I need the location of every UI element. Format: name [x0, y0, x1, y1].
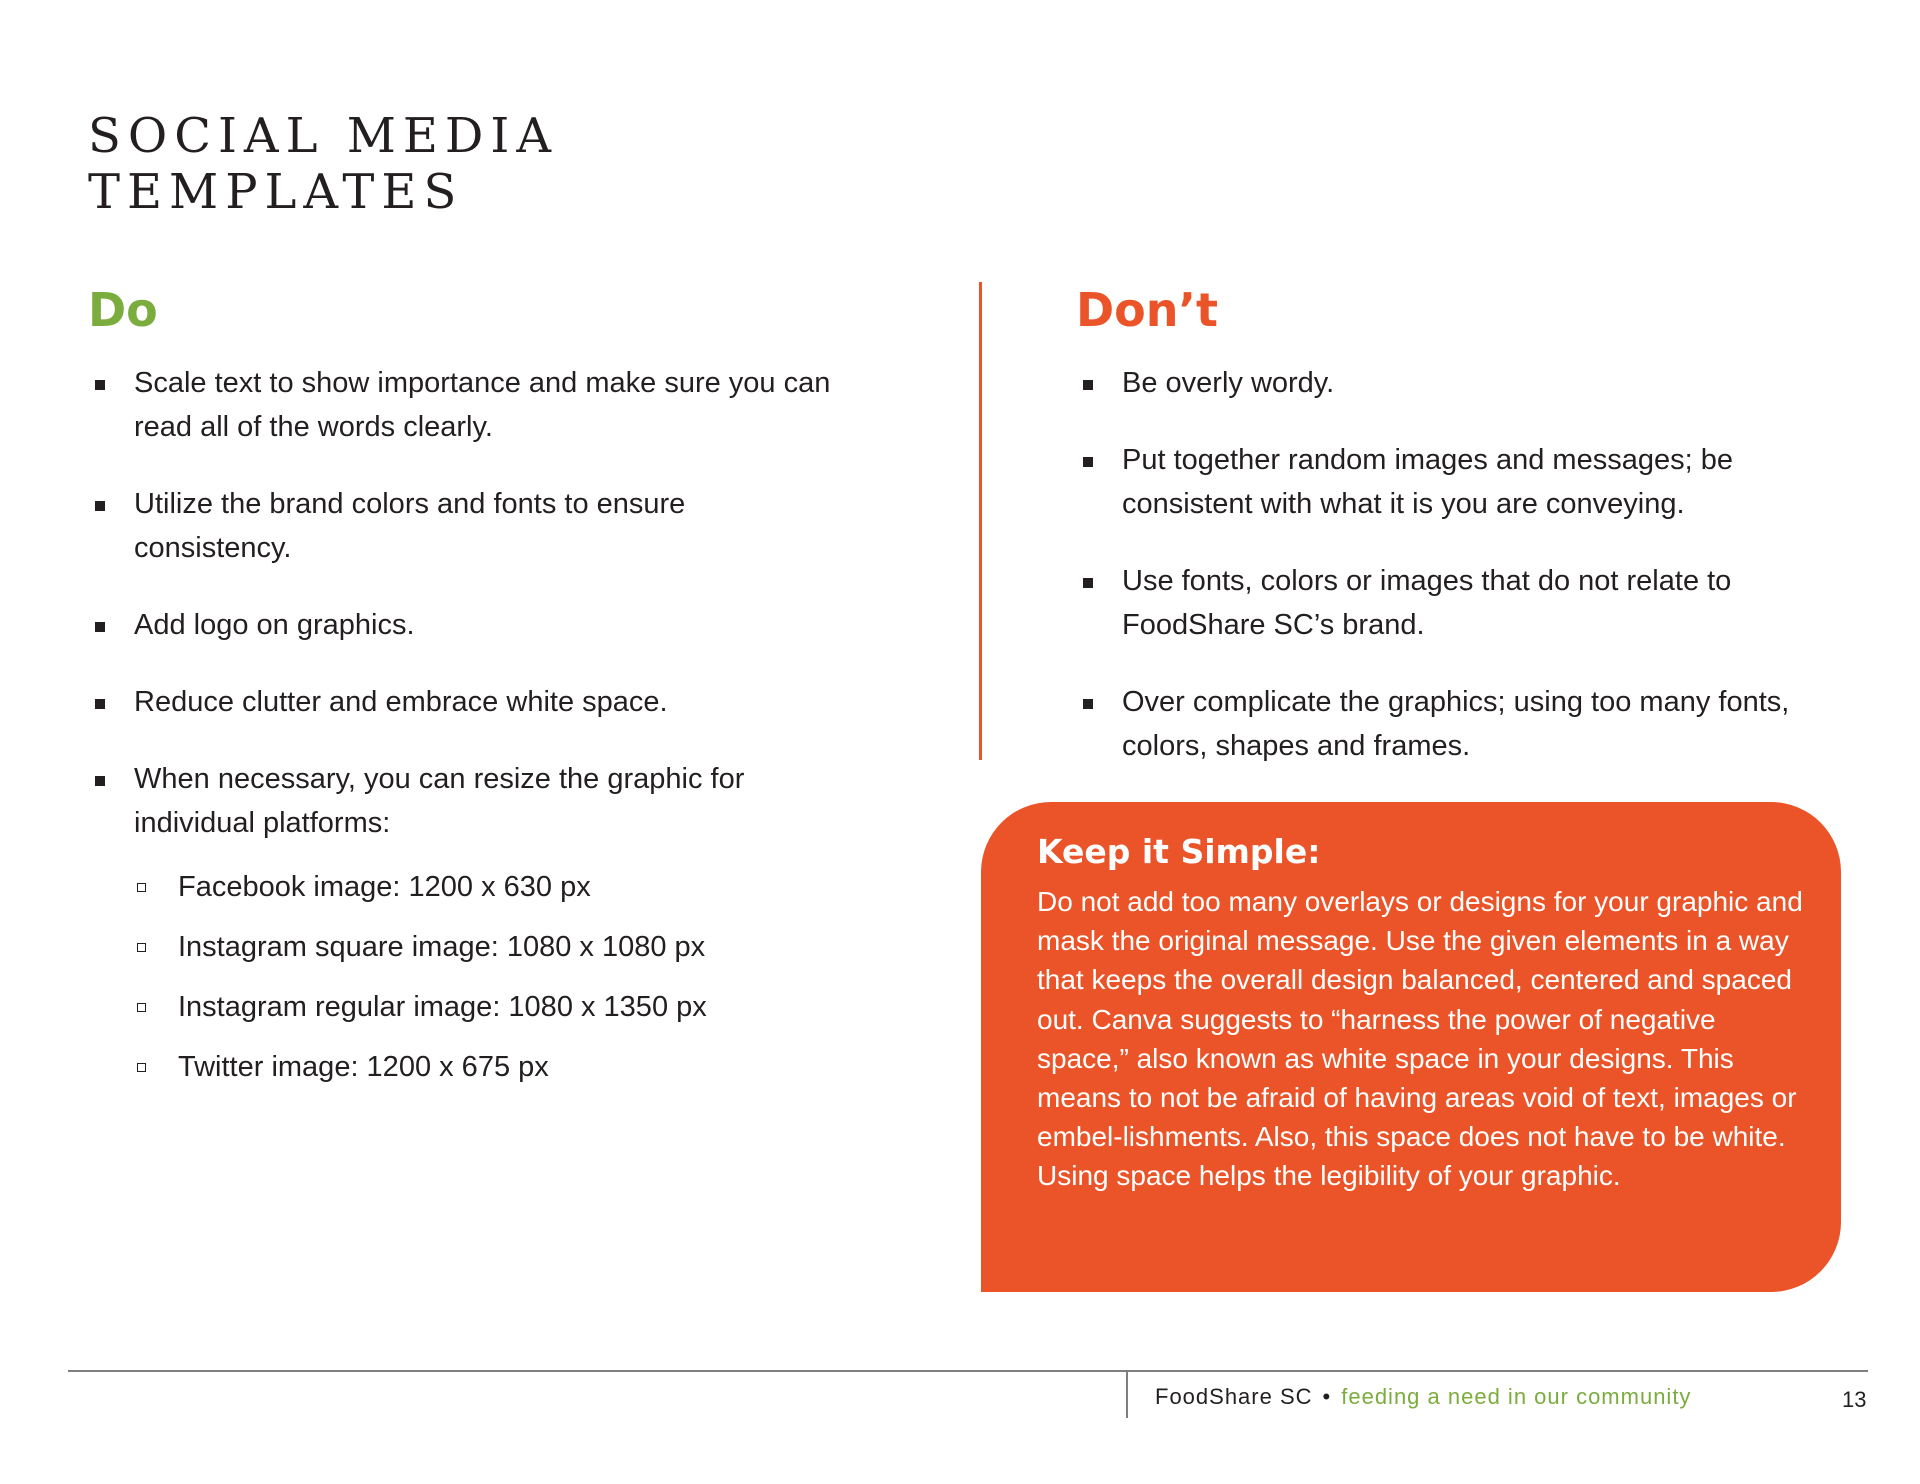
dont-item	[1080, 438, 1840, 526]
footer-brand: FoodShare SC	[1155, 1384, 1313, 1409]
hollow-square-bullet-icon	[137, 1063, 146, 1072]
platform-size-item	[134, 865, 832, 909]
square-bullet-icon	[95, 622, 105, 632]
dont-item	[1080, 559, 1840, 647]
do-item	[92, 603, 832, 647]
footer-tagline: feeding a need in our community	[1341, 1384, 1692, 1409]
do-heading: Do	[88, 283, 158, 337]
hollow-square-bullet-icon	[137, 1003, 146, 1012]
square-bullet-icon	[95, 699, 105, 709]
page-title	[88, 108, 558, 220]
platform-size-text: Instagram square image: 1080 x 1080 px	[178, 931, 706, 963]
square-bullet-icon	[95, 380, 105, 390]
keep-it-simple-callout	[981, 802, 1841, 1292]
hollow-square-bullet-icon	[137, 943, 146, 952]
do-item	[92, 757, 832, 1089]
callout-title: Keep it Simple:	[1037, 832, 1321, 871]
platform-size-item	[134, 985, 832, 1029]
do-list	[92, 361, 832, 1122]
do-item-text: Reduce clutter and embrace white space.	[134, 686, 668, 718]
platform-size-text: Instagram regular image: 1080 x 1350 px	[178, 991, 707, 1023]
dont-item-text: Put together random images and messages; be consistent with what it is you are conveying.	[1122, 444, 1733, 520]
page-title-line-2: TEMPLATES	[88, 164, 464, 220]
square-bullet-icon	[1083, 457, 1093, 467]
page-title-line-1: SOCIAL MEDIA	[88, 108, 559, 164]
platform-size-text: Twitter image: 1200 x 675 px	[178, 1051, 549, 1083]
dont-item-text: Over complicate the graphics; using too many fonts, colors, shapes and frames.	[1122, 686, 1790, 762]
do-item	[92, 361, 832, 449]
square-bullet-icon	[95, 776, 105, 786]
square-bullet-icon	[1083, 578, 1093, 588]
page-number: 13	[1842, 1387, 1867, 1412]
dont-list	[1080, 361, 1840, 801]
footer	[1155, 1382, 1691, 1412]
footer-divider	[1126, 1372, 1128, 1418]
platform-size-text: Facebook image: 1200 x 630 px	[178, 871, 591, 903]
footer-rule	[68, 1370, 1868, 1372]
dont-item-text: Be overly wordy.	[1122, 367, 1335, 399]
square-bullet-icon	[1083, 380, 1093, 390]
platform-size-list	[134, 865, 832, 1089]
platform-size-item	[134, 1045, 832, 1089]
dont-item	[1080, 361, 1840, 405]
do-item-text: Utilize the brand colors and fonts to ensure consistency.	[134, 488, 686, 564]
platform-size-item	[134, 925, 832, 969]
do-item	[92, 482, 832, 570]
do-item-text: Add logo on graphics.	[134, 609, 415, 641]
dont-item	[1080, 680, 1840, 768]
footer-separator: •	[1322, 1384, 1332, 1409]
do-item-text: When necessary, you can resize the graphic for individual platforms:	[134, 763, 745, 839]
square-bullet-icon	[1083, 699, 1093, 709]
do-item	[92, 680, 832, 724]
do-item-text: Scale text to show importance and make sure you can read all of the words clearly.	[134, 367, 831, 443]
square-bullet-icon	[95, 501, 105, 511]
dont-heading: Don’t	[1076, 283, 1218, 337]
column-divider	[979, 282, 982, 760]
dont-item-text: Use fonts, colors or images that do not relate to FoodShare SC’s brand.	[1122, 565, 1732, 641]
hollow-square-bullet-icon	[137, 883, 146, 892]
callout-body: Do not add too many overlays or designs for your graphic and mask the original message. Use the given elements in a way that keeps the overall design balanced, centered and spaced out. Canva suggests to “harness the power of negative space,” also known as white space in your designs. This means to not be afraid of having areas void of text, images or embel-lishments. Also, this space does not have to be white. Using space helps the legibility of your graphic.	[1037, 886, 1803, 1192]
